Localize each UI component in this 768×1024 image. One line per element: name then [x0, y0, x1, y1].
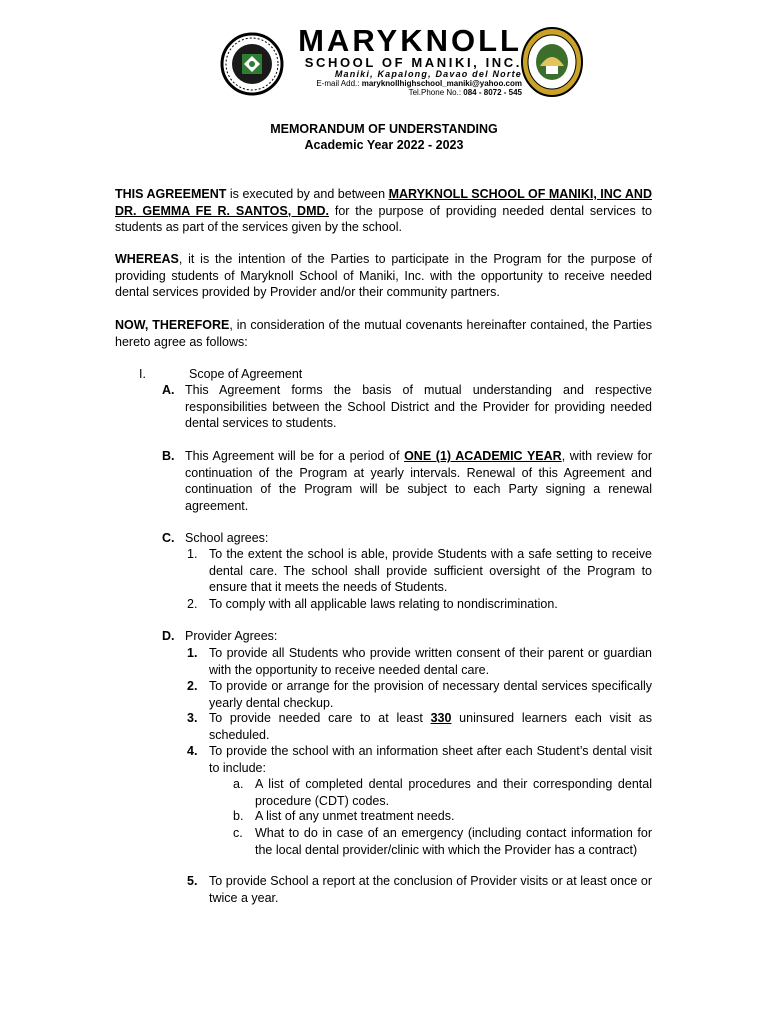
now-therefore-text: , in consideration of the mutual covenants hereinafter contained, the Parties hereto agree as follows:: [115, 318, 652, 349]
school-name: MARYKNOLL: [298, 23, 522, 58]
clause-d-item-4-marker: 4.: [187, 744, 198, 758]
clause-d-item-5-marker: 5.: [187, 874, 198, 888]
whereas-text: , it is the intention of the Parties to participate in the Program for the purpose of providing students of Maryknoll School of Maniki, Inc. with the opportunity to receive needed dental services provided by Provider and/or their community partners.: [115, 252, 652, 299]
now-therefore-lead: NOW, THEREFORE: [115, 318, 230, 332]
clause-d-item-3-text-2: uninsured learners each visit as scheduled.: [209, 711, 652, 742]
intro-paragraph: [115, 186, 652, 236]
clause-d-item-3-text-1: To provide needed care to at least: [209, 711, 431, 725]
clause-d-item-1-text: To provide all Students who provide written consent of their parent or guardian with the opportunity to receive needed dental care.: [209, 646, 652, 677]
clause-c-item-1-marker: 1.: [187, 547, 198, 561]
sub-item-b-text: A list of any unmet treatment needs.: [255, 809, 455, 823]
clause-d-item-3-marker: 3.: [187, 711, 198, 725]
school-subtitle: SCHOOL OF MANIKI, INC.: [304, 55, 522, 70]
deped-seal-icon: [520, 26, 584, 98]
clause-c-item-2-marker: 2.: [187, 597, 198, 611]
clause-d-item-2-marker: 2.: [187, 679, 198, 693]
school-phone: [286, 88, 522, 97]
section-heading: Scope of Agreement: [189, 367, 303, 381]
sub-item-c-text: What to do in case of an emergency (including contact information for the local dental provider/clinic with which the Provider has a contract): [255, 826, 652, 857]
sub-item-a-text: A list of completed dental procedures and their corresponding dental procedure (CDT) codes.: [255, 777, 652, 808]
email-value: maryknollhighschool_maniki@yahoo.com: [361, 79, 522, 88]
clause-d-item-5-text: To provide School a report at the conclusion of Provider visits or at least once or twice a year.: [209, 874, 652, 905]
letterhead-text: [286, 24, 522, 97]
document-title: MEMORANDUM OF UNDERSTANDING: [270, 122, 498, 136]
section-number: I.: [139, 367, 146, 381]
intro-text-2: for the purpose of providing needed dental services to students as part of the services given by the school.: [115, 203, 652, 234]
clause-d-marker: D.: [162, 629, 175, 643]
clause-b-marker: B.: [162, 449, 175, 463]
clause-c-heading: School agrees:: [185, 531, 269, 545]
phone-label: Tel.Phone No.:: [408, 88, 462, 97]
clause-d-heading: Provider Agrees:: [185, 629, 278, 643]
whereas-lead: WHEREAS: [115, 252, 179, 266]
email-label: E-mail Add.:: [316, 79, 360, 88]
intro-text-1: is executed by and between: [226, 187, 389, 201]
letterhead: [220, 24, 580, 102]
sub-item-c-marker: c.: [233, 826, 243, 840]
school-email: [286, 79, 522, 88]
clause-d-item-4-text: To provide the school with an information sheet after each Student’s dental visit to include:: [209, 744, 652, 775]
clause-b-text: [185, 448, 652, 514]
clause-c-item-1-text: To the extent the school is able, provide Students with a safe setting to receive dental care. The school shall provide sufficient oversight of the Program to ensure that it meets the needs of Students.: [209, 547, 652, 594]
clause-a-marker: A.: [162, 383, 175, 397]
clause-b-period: ONE (1) ACADEMIC YEAR: [404, 449, 562, 463]
clause-b-text-2: , with review for continuation of the Program at yearly intervals. Renewal of this Agreement and continuation of the Program will be subject to each Party signing a renewal agreement.: [185, 449, 652, 513]
intro-lead: THIS AGREEMENT: [115, 187, 227, 201]
clause-b-text-1: This Agreement will be for a period of: [185, 449, 405, 463]
learner-count: 330: [430, 711, 452, 725]
document-subtitle: Academic Year 2022 - 2023: [304, 138, 464, 152]
clause-c-marker: C.: [162, 531, 175, 545]
clause-d-item-3-text: [209, 710, 652, 743]
clause-c-item-2-text: To comply with all applicable laws relating to nondiscrimination.: [209, 597, 558, 611]
clause-d-item-1-marker: 1.: [187, 646, 198, 660]
school-seal-icon: [220, 32, 284, 96]
now-therefore-paragraph: [115, 317, 652, 350]
sub-item-a-marker: a.: [233, 777, 244, 791]
sub-item-b-marker: b.: [233, 809, 244, 823]
school-address: Maniki, Kapalong, Davao del Norte: [334, 69, 522, 79]
intro-parties: MARYKNOLL SCHOOL OF MANIKI, INC AND DR. GEMMA FE R. SANTOS, DMD.: [115, 187, 652, 218]
phone-value: 084 - 8072 - 545: [463, 88, 522, 97]
clause-a-text: This Agreement forms the basis of mutual understanding and respective responsibilities between the School District and the Provider for providing needed dental services to students.: [185, 383, 652, 430]
clause-d-item-2-text: To provide or arrange for the provision of necessary dental services specifically yearly dental checkup.: [209, 679, 652, 710]
whereas-paragraph: [115, 251, 652, 301]
